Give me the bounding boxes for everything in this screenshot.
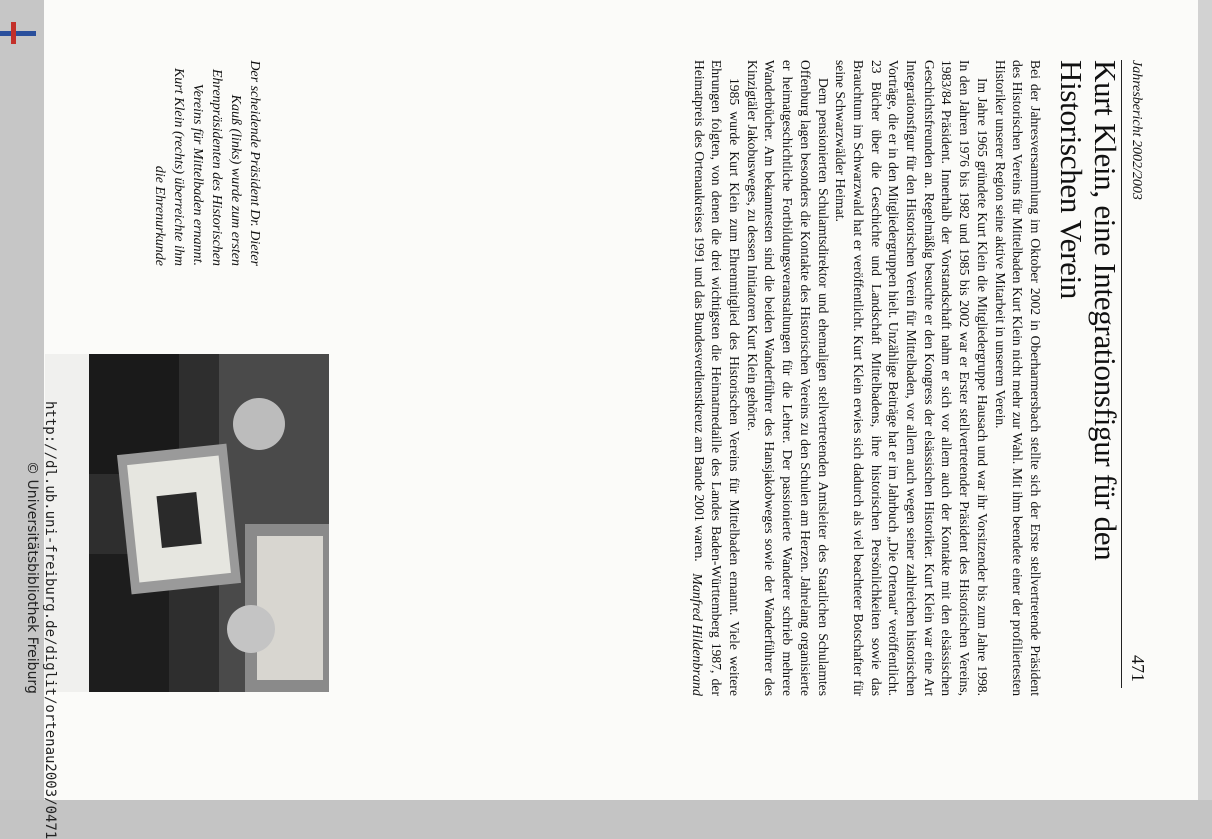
paragraph: Bei der Jahresversammlung im Oktober 2002 in Oberharmersbach stellte sich der Erste stellvertretende Präsident des Historischen Vereins für Mittelbaden Kurt Klein nicht mehr zur Wahl. Mit ihm beendete einer der profiliertesten Historiker unserer Region seine aktive Mitarbeit in unserem Verein.: [992, 60, 1043, 696]
paragraph: Dem pensionierten Schulamtsdirektor und ehemaligen stellvertretenden Amtsleiter des Staatlichen Schulamtes Offenburg lagen besonders die Kontakte des Historischen Vereins zu den Schulen am Herzen. Jahrelang organisierte er heimatgeschichtliche Fortbildungsveranstaltungen für die Lehrer. Der passionierte Wanderer schrieb mehrere Wanderbücher. Am bekanntesten sind die beiden Wanderführer des Hansjakobweges sowie der Wanderführer des Kinzigtäler Jakobusweges, zu dessen Initiatoren Kurt Klein gehörte.: [744, 60, 831, 696]
article-body: [690, 60, 1044, 696]
running-head: [1122, 60, 1148, 700]
copyright-text: © Universitätsbibliothek Freiburg: [24, 461, 40, 694]
paragraph: Im Jahre 1965 gründete Kurt Klein die Mitgliedergruppe Hausach und war ihr Vorsitzender bis zum Jahre 1998. In den Jahren 1976 bis 1982 und 1985 bis 2002 war er Erster stellvertretender Präsident des Historischen Vereins, 1983/84 Präsident. Innerhalb der Vorstandschaft nahm er sich vor allem auch der Kontakte mit den elsässischen Geschichtsfreunden an. Regelmäßig besuchte er den Kongress der elsässischen Historiker. Kurt Klein war eine Art Integrationsfigur für den Historischen Verein für Mittelbaden, vor allem auch wegen seiner zahlreichen historischen Vorträge, die er in den Mitgliedergruppen hielt. Unzählige Beiträge hat er im Jahrbuch „Die Ortenau“ veröffentlicht. 23 Bücher über die Geschichte und Landschaft Mittelbadens, ihre historischen Persönlichkeiten sowie das Brauchtum im Schwarzwald hat er veröffentlicht. Kurt Klein erwies sich dadurch als viel beachteter Botschafter für seine Schwarzwälder Heimat.: [833, 60, 990, 696]
right-margin: [1198, 0, 1212, 800]
author-signature: Manfred Hildenbrand: [689, 573, 704, 696]
page-content: [44, 48, 1148, 748]
page-number: 471: [1128, 655, 1148, 682]
color-marker-icon: [0, 22, 36, 44]
article-title: Kurt Klein, eine Integrationsfigur für den Historischen Verein: [1054, 60, 1123, 561]
running-head-title: Jahresbericht 2002/2003: [1129, 60, 1144, 200]
photo-image: [45, 354, 329, 692]
source-url[interactable]: http://dl.ub.uni-freiburg.de/diglit/ortenau2003/0471: [42, 401, 58, 839]
award-photo: [45, 354, 329, 692]
paragraph: 1985 wurde Kurt Klein zum Ehrenmitglied des Historischen Vereins für Mittelbaden ernannt. Viele weitere Ehrungen folgten, von denen die drei wichtigsten die Heimatmedaille des Landes Baden-Württemberg 1987, der Heimatpreis des Ortenaukreises 1991 und das Bundesverdienstkreuz am Bande 2001 waren.: [691, 60, 743, 696]
photo-caption: Der scheidende Präsident Dr. Dieter Kauß (links) wurde zum ersten Ehrenpräsidenten des Historischen Vereins für Mittelbaden ernannt. Kurt Klein (rechts) überreichte ihm die Ehrenurkunde: [152, 60, 262, 266]
scanned-page: [44, 0, 1198, 800]
